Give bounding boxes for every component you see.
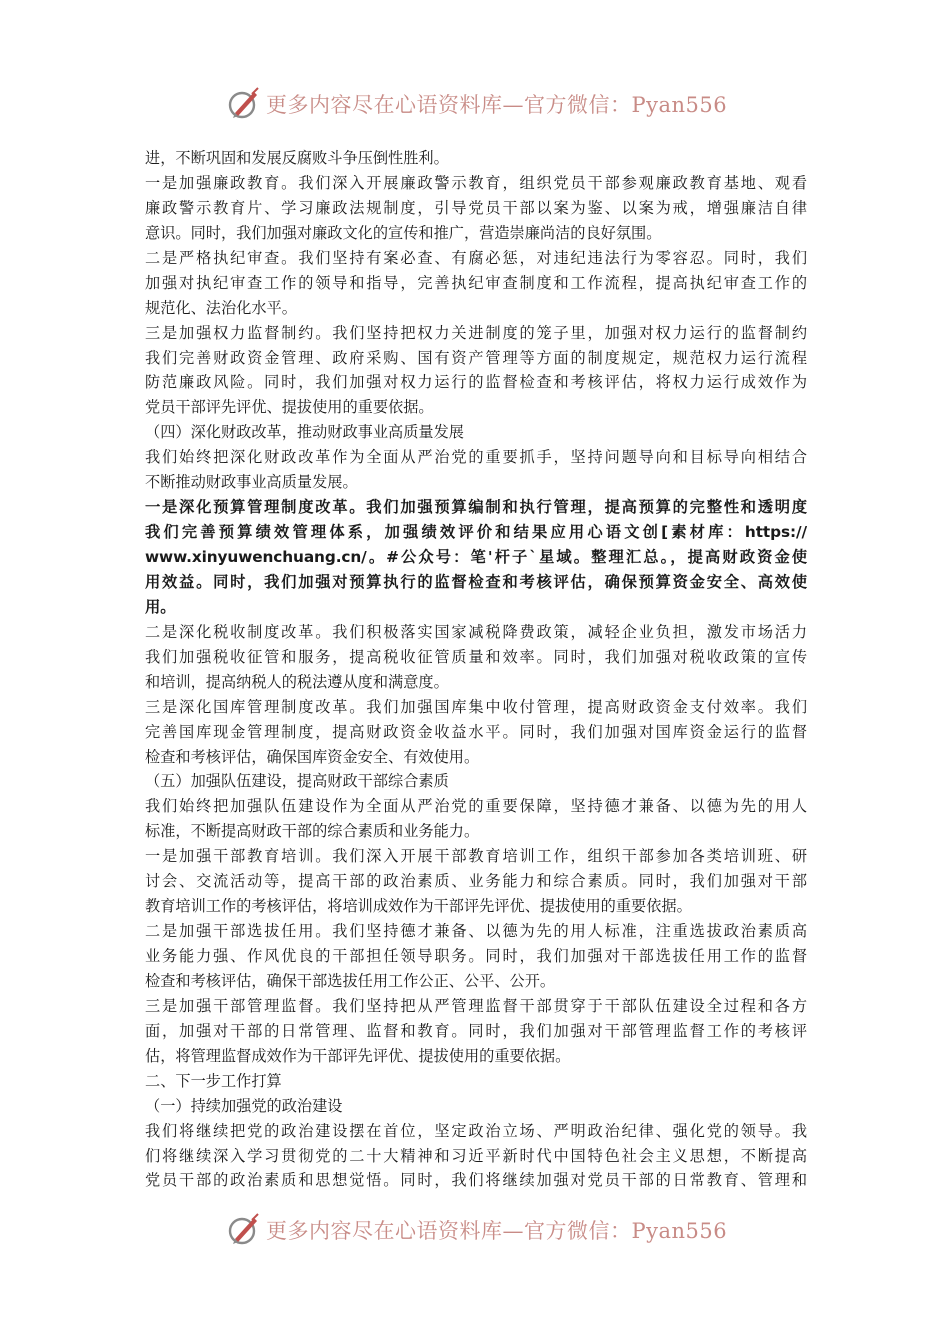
text-line: 和培训，提高纳税人的税法遵从度和满意度。 <box>145 672 449 691</box>
text-line: 讨会、交流活动等，提高干部的政治素质、业务能力和综合素质。同时，我们加强对干部 <box>145 872 807 891</box>
text-line: 三是加强权力监督制约。我们坚持把权力关进制度的笼子里，加强对权力运行的监督制约 <box>145 323 807 342</box>
section-heading: （四）深化财政改革，推动财政事业高质量发展 <box>145 423 464 442</box>
watermark-text: 更多内容尽在心语资料库—官方微信：Pyan556 <box>266 1219 728 1243</box>
text-line: 我们完善财政资金管理、政府采购、国有资产管理等方面的制度规定，规范权力运行流程 <box>145 348 807 367</box>
text-line: 教育培训工作的考核评估，将培训成效作为干部评先评优、提拔使用的重要依据。 <box>145 897 692 916</box>
footer-watermark-banner <box>226 1210 727 1250</box>
text-line: 三是深化国库管理制度改革。我们加强国库集中收付管理，提高财政资金支付效率。我们 <box>145 697 807 716</box>
text-line: 检查和考核评估，确保国库资金安全、有效使用。 <box>145 747 480 766</box>
text-line: 们将继续深入学习贯彻党的二十大精神和习近平新时代中国特色社会主义思想，不断提高 <box>145 1146 807 1165</box>
text-line: 完善国库现金管理制度，提高财政资金收益水平。同时，我们加强对国库资金运行的监督 <box>145 722 807 741</box>
text-line: 一是加强廉政教育。我们深入开展廉政警示教育，组织党员干部参观廉政教育基地、观看 <box>145 173 807 192</box>
text-line: 廉政警示教育片、学习廉政法规制度，引导党员干部以案为鉴、以案为戒，增强廉洁自律 <box>145 198 807 217</box>
bold-text-line: 用效益。同时，我们加强对预算执行的监督检查和考核评估，确保预算资金安全、高效使 <box>145 572 807 591</box>
text-line: 党员干部的政治素质和思想觉悟。同时，我们将继续加强对党员干部的日常教育、管理和 <box>145 1171 807 1190</box>
bold-text-line: 我们完善预算绩效管理体系，加强绩效评价和结果应用心语文创[素材库：https:// <box>145 523 807 542</box>
pen-logo-icon <box>226 86 262 122</box>
text-line: 进，不断巩固和发展反腐败斗争压倒性胜利。 <box>145 149 449 167</box>
text-line: 我们始终把深化财政改革作为全面从严治党的重要抓手，坚持问题导向和目标导向相结合 <box>145 448 807 467</box>
text-line: 二是严格执纪审查。我们坚持有案必查、有腐必惩，对违纪违法行为零容忍。同时，我们 <box>145 248 807 267</box>
text-line: 估，将管理监督成效作为干部评先评优、提拔使用的重要依据。 <box>145 1046 571 1065</box>
text-line: 业务能力强、作风优良的干部担任领导职务。同时，我们加强对干部选拔任用工作的监督 <box>145 947 807 965</box>
watermark-text: 更多内容尽在心语资料库—官方微信：Pyan556 <box>266 93 728 117</box>
bold-text-line: 用。 <box>145 597 176 616</box>
text-line: 二是加强干部选拔任用。我们坚持德才兼备、以德为先的用人标准，注重选拔政治素质高 <box>145 922 807 941</box>
text-line: 三是加强干部管理监督。我们坚持把从严管理监督干部贯穿于干部队伍建设全过程和各方 <box>145 996 807 1015</box>
section-heading: 二、下一步工作打算 <box>145 1071 282 1090</box>
text-line: 我们始终把加强队伍建设作为全面从严治党的重要保障，坚持德才兼备、以德为先的用人 <box>145 797 807 816</box>
header-watermark-banner <box>226 84 727 124</box>
pen-logo-icon <box>226 1212 262 1248</box>
text-line: 意识。同时，我们加强对廉政文化的宣传和推广，营造崇廉尚洁的良好氛围。 <box>145 223 662 242</box>
section-heading: （五）加强队伍建设，提高财政干部综合素质 <box>145 772 449 791</box>
document-body <box>145 146 807 1193</box>
bold-text-line: 一是深化预算管理制度改革。我们加强预算编制和执行管理，提高预算的完整性和透明度 <box>145 498 807 517</box>
text-line: 二是深化税收制度改革。我们积极落实国家减税降费政策，减轻企业负担，激发市场活力 <box>145 622 807 641</box>
text-line: 检查和考核评估，确保干部选拔任用工作公正、公平、公开。 <box>145 971 556 990</box>
text-line: 我们将继续把党的政治建设摆在首位，坚定政治立场、严明政治纪律、强化党的领导。我 <box>145 1121 807 1140</box>
text-line: 规范化、法治化水平。 <box>145 298 297 317</box>
text-line: 我们加强税收征管和服务，提高税收征管质量和效率。同时，我们加强对税收政策的宣传 <box>145 647 807 666</box>
text-line: 加强对执纪审查工作的领导和指导，完善执纪审查制度和工作流程，提高执纪审查工作的 <box>145 273 807 292</box>
text-line: 标准，不断提高财政干部的综合素质和业务能力。 <box>145 822 480 841</box>
text-line: 面，加强对干部的日常管理、监督和教育。同时，我们加强对干部管理监督工作的考核评 <box>145 1021 807 1040</box>
section-heading: （一）持续加强党的政治建设 <box>145 1096 343 1115</box>
text-line: 一是加强干部教育培训。我们深入开展干部教育培训工作，组织干部参加各类培训班、研 <box>145 847 807 866</box>
bold-text-line: www.xinyuwenchuang.cn/。#公众号：笔'杆子`星域。整理汇总。，提高财政资金使 <box>145 548 807 566</box>
text-line: 防范廉政风险。同时，我们加强对权力运行的监督检查和考核评估，将权力运行成效作为 <box>145 373 807 392</box>
text-line: 不断推动财政事业高质量发展。 <box>145 473 358 492</box>
text-line: 党员干部评先评优、提拔使用的重要依据。 <box>145 398 434 417</box>
